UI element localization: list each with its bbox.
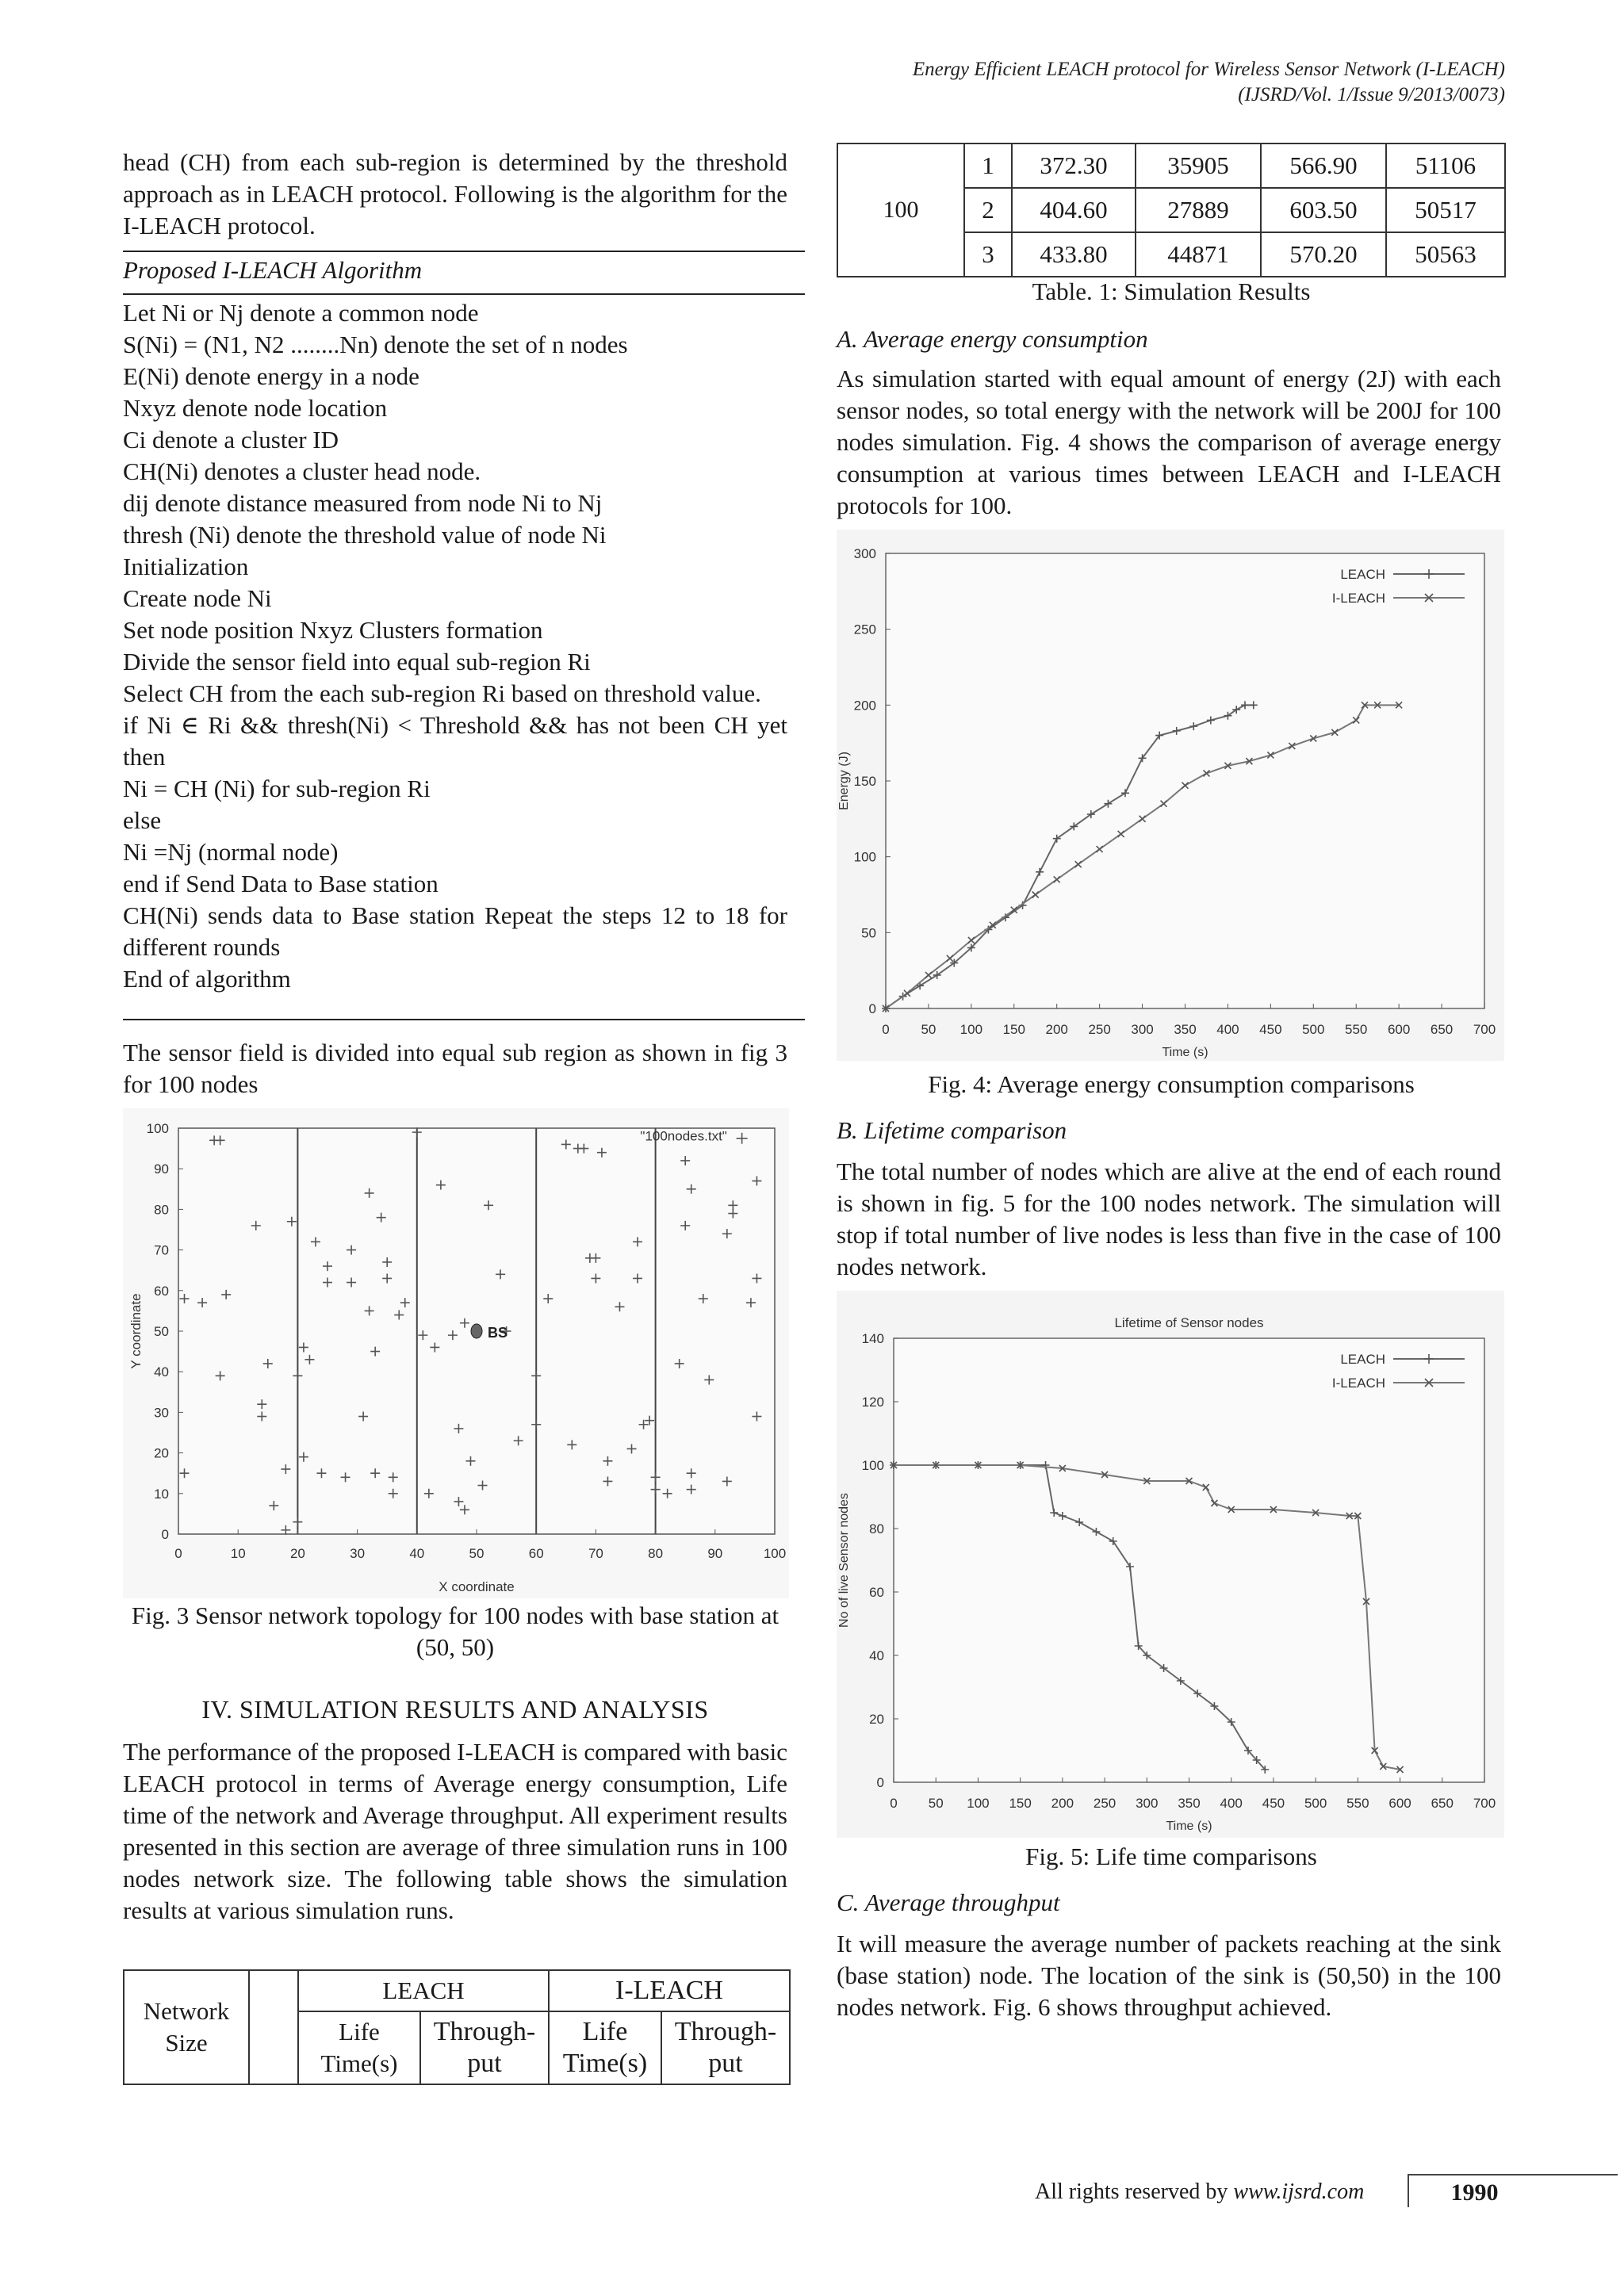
footer-rights-text: All rights reserved by	[1035, 2179, 1234, 2204]
th-ileach-throughput: Through-put	[661, 2011, 790, 2084]
th-network-size: Network Size	[124, 1970, 249, 2084]
y-axis-label: No of live Sensor nodes	[837, 1493, 851, 1628]
y-tick-label: 0	[868, 1001, 876, 1016]
algo-top-rule	[123, 251, 805, 252]
table-cell: 570.20	[1261, 232, 1386, 277]
x-tick-label: 40	[409, 1546, 425, 1561]
section-a-heading: A. Average energy consumption	[837, 325, 1148, 353]
th-run	[249, 1970, 298, 2084]
x-tick-label: 300	[1131, 1022, 1154, 1037]
algorithm-line: if Ni ∈ Ri && thresh(Ni) < Threshold && has not been CH yet then	[123, 711, 787, 771]
x-tick-label: 500	[1304, 1796, 1327, 1811]
algo-bottom-rule	[123, 1019, 805, 1020]
section-b-heading: B. Lifetime comparison	[837, 1116, 1067, 1144]
energy-consumption-chart	[837, 530, 1504, 1061]
x-tick-label: 550	[1345, 1022, 1368, 1037]
section-c-heading: C. Average throughput	[837, 1888, 1060, 1916]
table-cell: 50563	[1386, 232, 1505, 277]
chart-title: Lifetime of Sensor nodes	[1114, 1315, 1264, 1330]
x-tick-label: 100	[959, 1022, 983, 1037]
algorithm-line: Initialization	[123, 553, 249, 580]
x-tick-label: 350	[1178, 1796, 1201, 1811]
algorithm-line: Ni = CH (Ni) for sub-region Ri	[123, 775, 431, 802]
header-issue: (IJSRD/Vol. 1/Issue 9/2013/0073)	[1238, 84, 1505, 105]
table-cell: 1	[964, 144, 1012, 188]
section-c-paragraph: It will measure the average number of packets reaching at the sink (base station) node. The location of the sink is (50,50) in the 100 nodes network. Fig. 6 shows throughput achieved.	[837, 1930, 1501, 2021]
algorithm-line: E(Ni) denote energy in a node	[123, 362, 419, 390]
x-tick-label: 450	[1259, 1022, 1282, 1037]
algorithm-line: CH(Ni) denotes a cluster head node.	[123, 457, 481, 485]
y-tick-label: 40	[154, 1364, 169, 1380]
y-tick-label: 0	[161, 1527, 169, 1542]
y-tick-label: 80	[154, 1202, 169, 1218]
y-tick-label: 10	[154, 1486, 169, 1502]
x-tick-label: 30	[350, 1546, 366, 1561]
x-tick-label: 0	[174, 1546, 182, 1561]
footer-site-link[interactable]: www.ijsrd.com	[1233, 2179, 1365, 2204]
footer-rights	[1035, 2179, 1364, 2205]
legend-label: I-LEACH	[1331, 1376, 1385, 1391]
x-tick-label: 100	[763, 1546, 787, 1561]
table-cell: 2	[964, 188, 1012, 232]
base-station-marker	[471, 1324, 482, 1338]
x-tick-label: 650	[1431, 1796, 1454, 1811]
table-cell: 35905	[1136, 144, 1261, 188]
th-ileach-life: Life Time(s)	[549, 2011, 661, 2084]
y-tick-label: 140	[861, 1331, 884, 1346]
th-leach-throughput: Through-put	[420, 2011, 549, 2084]
algorithm-body	[123, 297, 787, 995]
footer-rule	[1538, 2174, 1618, 2175]
x-axis-label: Time (s)	[1166, 1820, 1212, 1833]
x-tick-label: 80	[648, 1546, 664, 1561]
legend-label: I-LEACH	[1331, 591, 1385, 606]
fig5-caption: Fig. 5: Life time comparisons	[1025, 1843, 1317, 1870]
y-axis-label: Y coordinate	[128, 1293, 144, 1369]
x-tick-label: 200	[1051, 1796, 1074, 1811]
x-axis-label: X coordinate	[439, 1579, 515, 1594]
x-tick-label: 150	[1009, 1796, 1032, 1811]
x-tick-label: 600	[1387, 1022, 1411, 1037]
simulation-paragraph: The performance of the proposed I-LEACH is compared with basic LEACH protocol in terms of Average energy consumption, Life time of the network and Average throughput. All experiment results presented in this section are average of three simulation runs in 100 nodes network size. The following table shows the simulation results at various simulation runs.	[123, 1738, 787, 1924]
table-cell: 603.50	[1261, 188, 1386, 232]
y-tick-label: 50	[154, 1324, 169, 1339]
y-tick-label: 50	[861, 925, 876, 941]
algorithm-line: Nxyz denote node location	[123, 394, 388, 422]
x-tick-label: 10	[230, 1546, 246, 1561]
y-tick-label: 90	[154, 1161, 169, 1177]
th-leach: LEACH	[298, 1970, 549, 2011]
plot-area	[894, 1338, 1484, 1782]
table-cell: 433.80	[1012, 232, 1136, 277]
section-heading: IV. SIMULATION RESULTS AND ANALYSIS	[201, 1695, 709, 1724]
lifetime-chart	[837, 1291, 1504, 1838]
table-cell: 51106	[1386, 144, 1505, 188]
x-tick-label: 700	[1473, 1796, 1496, 1811]
algorithm-line: S(Ni) = (N1, N2 ........Nn) denote the set of n nodes	[123, 331, 628, 358]
y-tick-label: 100	[146, 1121, 169, 1136]
legend-label: LEACH	[1340, 567, 1385, 582]
x-tick-label: 50	[928, 1796, 944, 1811]
x-tick-label: 300	[1136, 1796, 1159, 1811]
y-tick-label: 0	[876, 1775, 884, 1790]
y-axis-label: Energy (J)	[837, 752, 851, 810]
table-cell: 566.90	[1261, 144, 1386, 188]
x-tick-label: 250	[1088, 1022, 1111, 1037]
y-tick-label: 40	[869, 1648, 884, 1663]
header-title: Energy Efficient LEACH protocol for Wireless Sensor Network (I-LEACH)	[912, 59, 1505, 80]
x-tick-label: 0	[890, 1796, 898, 1811]
intro-paragraph: head (CH) from each sub-region is determined by the threshold approach as in LEACH protocol. Following is the algorithm for the I-LEACH protocol.	[123, 148, 787, 239]
x-tick-label: 20	[289, 1546, 305, 1561]
algorithm-line: thresh (Ni) denote the threshold value of node Ni	[123, 521, 607, 549]
fig4-caption: Fig. 4: Average energy consumption comparisons	[928, 1070, 1415, 1098]
x-tick-label: 200	[1045, 1022, 1068, 1037]
algorithm-line: Divide the sensor field into equal sub-region Ri	[123, 648, 591, 675]
table-cell: 50517	[1386, 188, 1505, 232]
page-number: 1990	[1408, 2174, 1540, 2207]
y-tick-label: 30	[154, 1405, 169, 1421]
results-table-header	[123, 1969, 791, 2085]
algorithm-line: end if Send Data to Base station	[123, 870, 439, 897]
running-header	[913, 57, 1505, 108]
y-tick-label: 200	[853, 698, 876, 714]
algorithm-line: Set node position Nxyz Clusters formation	[123, 616, 543, 644]
left-column	[123, 147, 787, 242]
x-tick-label: 100	[967, 1796, 990, 1811]
table-cell: 372.30	[1012, 144, 1136, 188]
x-tick-label: 50	[921, 1022, 936, 1037]
y-tick-label: 100	[861, 1458, 884, 1473]
sensor-topology-chart	[123, 1108, 789, 1598]
table-cell: 44871	[1136, 232, 1261, 277]
x-tick-label: 350	[1174, 1022, 1197, 1037]
x-tick-label: 400	[1216, 1022, 1239, 1037]
y-tick-label: 120	[861, 1395, 884, 1410]
plot-area	[886, 553, 1484, 1008]
algorithm-title: Proposed I-LEACH Algorithm	[123, 256, 423, 284]
legend-label: LEACH	[1340, 1352, 1385, 1367]
algorithm-line: Create node Ni	[123, 584, 272, 612]
algorithm-line: Ni =Nj (normal node)	[123, 838, 339, 866]
algorithm-line: Ci denote a cluster ID	[123, 426, 339, 453]
algorithm-line: Let Ni or Nj denote a common node	[123, 299, 479, 327]
y-tick-label: 60	[154, 1283, 169, 1299]
algorithm-line: Select CH from the each sub-region Ri based on threshold value.	[123, 679, 761, 707]
fig3-caption: Fig. 3 Sensor network topology for 100 nodes with base station at (50, 50)	[131, 1601, 779, 1661]
x-tick-label: 600	[1388, 1796, 1411, 1811]
x-tick-label: 90	[707, 1546, 723, 1561]
x-tick-label: 500	[1302, 1022, 1325, 1037]
x-tick-label: 650	[1430, 1022, 1454, 1037]
y-tick-label: 20	[869, 1712, 884, 1727]
x-tick-label: 150	[1002, 1022, 1025, 1037]
legend-label: "100nodes.txt"	[640, 1128, 727, 1144]
y-tick-label: 150	[853, 774, 876, 789]
y-tick-label: 70	[154, 1242, 169, 1258]
x-tick-label: 700	[1473, 1022, 1496, 1037]
table-network-size-cell: 100	[837, 144, 964, 277]
table-cell: 404.60	[1012, 188, 1136, 232]
y-tick-label: 250	[853, 622, 876, 637]
th-leach-life: Life Time(s)	[298, 2011, 420, 2084]
x-tick-label: 400	[1220, 1796, 1243, 1811]
algorithm-line: CH(Ni) sends data to Base station Repeat the steps 12 to 18 for different rounds	[123, 901, 787, 961]
x-tick-label: 60	[528, 1546, 544, 1561]
section-b-paragraph: The total number of nodes which are alive at the end of each round is shown in fig. 5 for the 100 nodes network. The simulation will stop if total number of live nodes is less than five in the case of 100 nodes network.	[837, 1158, 1501, 1280]
x-tick-label: 50	[469, 1546, 485, 1561]
table-caption: Table. 1: Simulation Results	[1032, 277, 1311, 305]
after-algo-paragraph: The sensor field is divided into equal sub region as shown in fig 3 for 100 nodes	[123, 1039, 787, 1098]
table-cell: 27889	[1136, 188, 1261, 232]
algorithm-line: dij denote distance measured from node Ni to Nj	[123, 489, 603, 517]
x-axis-label: Time (s)	[1162, 1046, 1208, 1059]
results-table-body	[837, 143, 1506, 277]
x-tick-label: 450	[1262, 1796, 1285, 1811]
x-tick-label: 250	[1093, 1796, 1116, 1811]
y-tick-label: 100	[853, 849, 876, 865]
algorithm-line: End of algorithm	[123, 965, 291, 993]
x-tick-label: 70	[588, 1546, 603, 1561]
base-station-label: BS	[488, 1325, 508, 1341]
section-a-paragraph: As simulation started with equal amount of energy (2J) with each sensor nodes, so total energy with the network will be 200J for 100 nodes simulation. Fig. 4 shows the comparison of average energy consumption at various times between LEACH and I-LEACH protocols for 100.	[837, 365, 1501, 519]
y-tick-label: 60	[869, 1585, 884, 1600]
x-tick-label: 0	[882, 1022, 890, 1037]
x-tick-label: 550	[1346, 1796, 1369, 1811]
th-ileach: I-LEACH	[549, 1970, 790, 2011]
y-tick-label: 300	[853, 546, 876, 561]
algorithm-line: else	[123, 806, 162, 834]
table-cell: 3	[964, 232, 1012, 277]
y-tick-label: 20	[154, 1445, 169, 1461]
algo-mid-rule	[123, 293, 805, 295]
y-tick-label: 80	[869, 1521, 884, 1536]
